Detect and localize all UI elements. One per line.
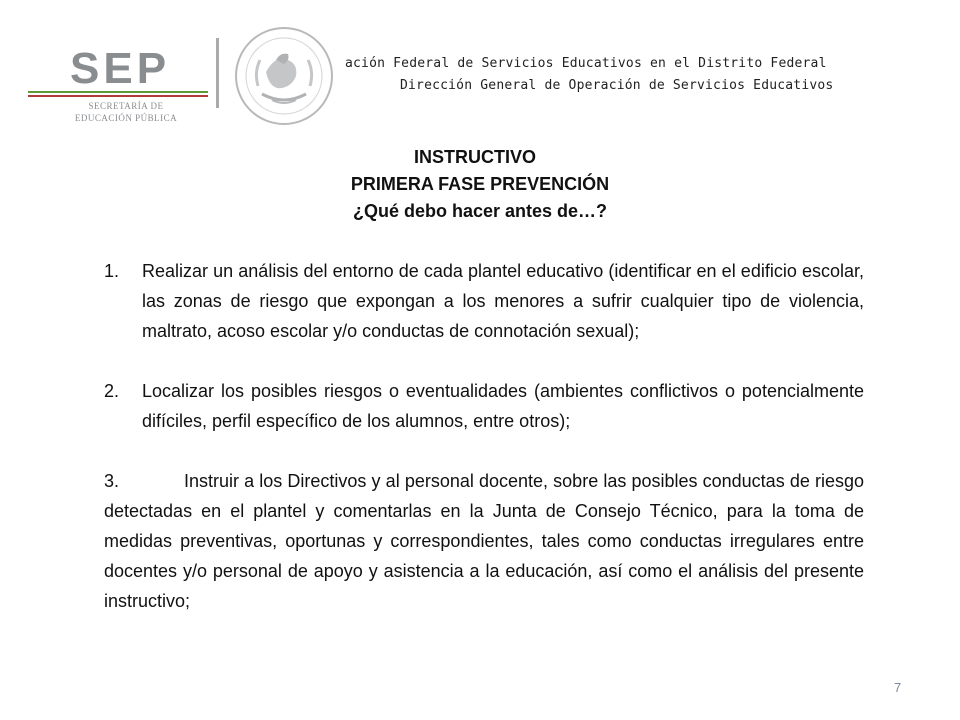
list-item-number: 2. [104, 381, 120, 401]
list-item [104, 466, 864, 616]
list-item-text: Instruir a los Directivos y al personal docente, sobre las posibles conductas de riesgo detectadas en el plantel y comentarlas en la Junta de Consejo Técnico, para la toma de medidas preventivas, oportunas y correspondientes, tales como conductas irregulares entre docentes y/o personal de apoyo y asistencia a la educación, así como el análisis del presente instructivo; [104, 471, 864, 611]
list-item [104, 376, 864, 436]
document-titles [0, 144, 960, 225]
document-subtitle: PRIMERA FASE PREVENCIÓN [350, 174, 610, 194]
list-item-number: 1. [104, 261, 120, 281]
list-item [104, 256, 864, 346]
instructions-body [104, 256, 864, 616]
sep-logo-text: SEP [70, 44, 171, 93]
list-item-text: Realizar un análisis del entorno de cada plantel educativo (identificar en el edificio escolar, las zonas de riesgo que expongan a los menores a sufrir cualquier tipo de violencia, maltrato, acoso escolar y/o conductas de connotación sexual); [142, 261, 864, 341]
sep-logo-subtitle: SECRETARÍA DE EDUCACIÓN PÚBLICA [74, 101, 178, 123]
page-number: 7 [894, 680, 902, 695]
directorate-name: Dirección General de Operación de Servicios Educativos [400, 78, 834, 93]
mexico-seal-icon [232, 24, 336, 128]
office-name: ación Federal de Servicios Educativos en el Distrito Federal [345, 56, 827, 71]
header-divider [216, 38, 219, 108]
header [0, 0, 960, 130]
sep-logo [28, 44, 218, 124]
document-question: ¿Qué debo hacer antes de…? [352, 201, 608, 221]
sep-logo-lines [28, 90, 208, 100]
document-title: INSTRUCTIVO [413, 147, 536, 167]
list-item-number: 3. [104, 471, 120, 491]
list-item-text: Localizar los posibles riesgos o eventualidades (ambientes conflictivos o potencialmente difíciles, perfil específico de los alumnos, entre otros); [142, 381, 864, 431]
